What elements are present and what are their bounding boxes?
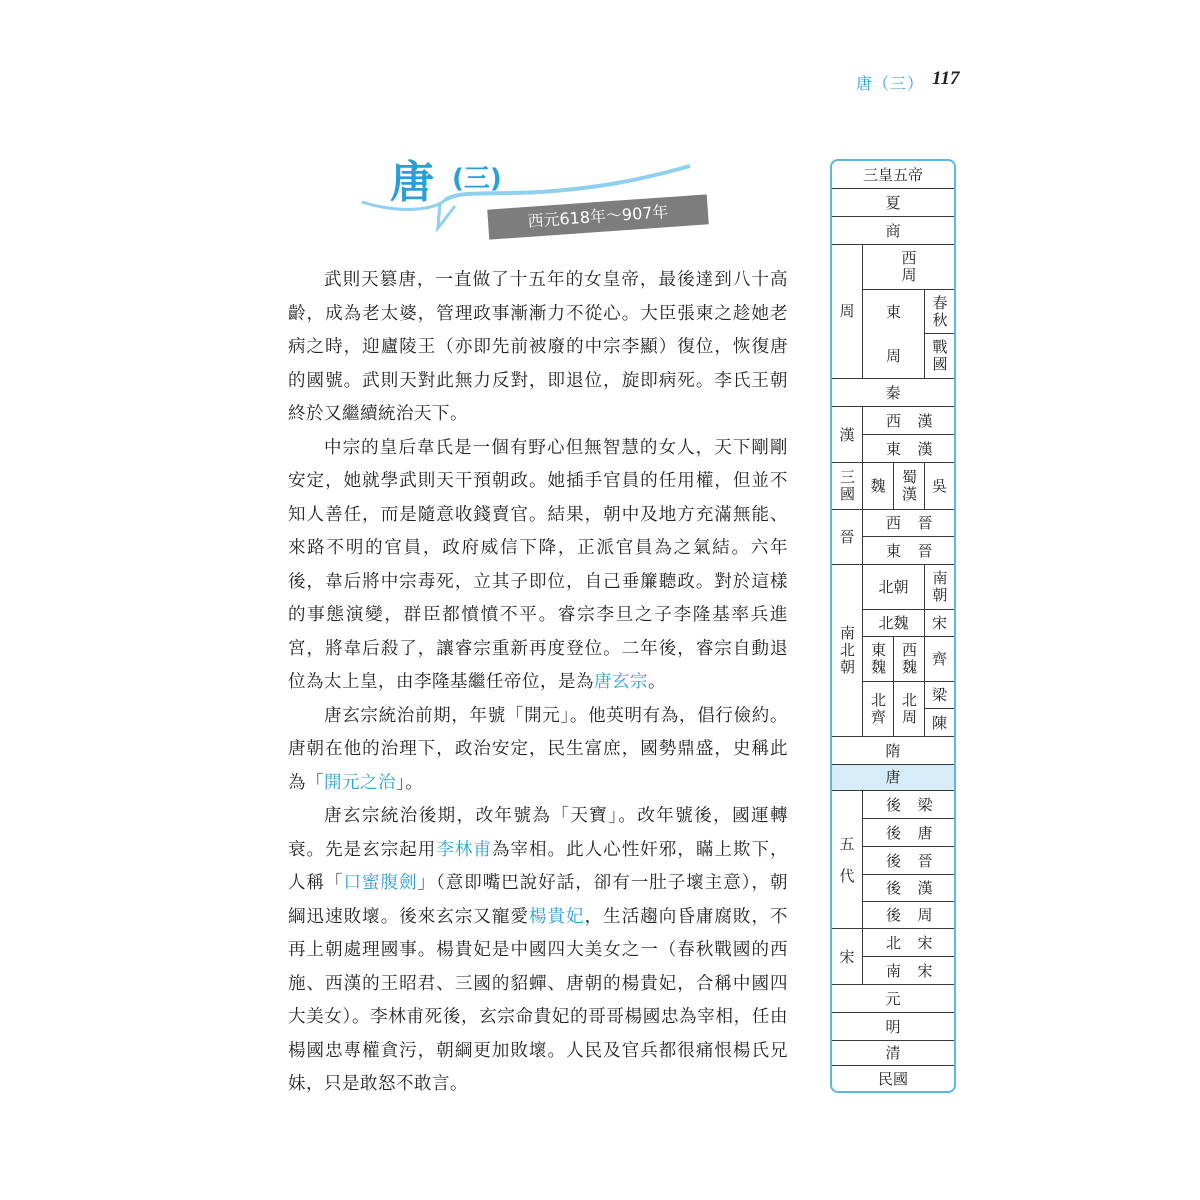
dynasty-beiqi: 北齊 (869, 692, 887, 726)
dynasty-minguo: 民國 (877, 1069, 908, 1088)
dynasty-qin: 秦 (885, 383, 901, 402)
dynasty-chunqiu: 春秋 (930, 294, 949, 329)
dynasty-hou-2: 後 (885, 823, 901, 842)
dynasty-dongzhou-2: 周 (885, 346, 901, 365)
paragraph-2 (288, 432, 788, 700)
dynasty-wei: 魏 (870, 477, 886, 495)
dynasty-beichao: 北朝 (878, 578, 909, 596)
chapter-title-block (340, 140, 720, 250)
dynasty-zhou: 周 (839, 302, 855, 320)
dynasty-sanhuang: 三皇五帝 (862, 165, 923, 184)
dynasty-nansong-1: 南 (885, 961, 901, 980)
highlighted-term: 口蜜腹劍 (343, 873, 418, 893)
dynasty-houhan: 漢 (917, 879, 933, 897)
dynasty-song-southern: 宋 (931, 614, 947, 632)
dynasty-song: 宋 (839, 947, 855, 966)
dynasty-xijin-1: 西 (885, 514, 901, 532)
dynasty-sui: 隋 (885, 741, 901, 760)
dynasty-qing: 清 (885, 1044, 901, 1062)
dynasty-dongzhou-1: 東 (885, 303, 901, 321)
dynasty-xizhou: 西周 (899, 250, 918, 284)
dynasty-ming: 明 (885, 1017, 901, 1036)
paragraph-1: 武則天篡唐，一直做了十五年的女皇帝，最後達到八十高齡，成為老太婆，管理政事漸漸力不從心。大臣張柬之趁她老病之時，迎廬陵王（亦即先前被廢的中宗李顯）復位，恢復唐的國號。武則天對此無力反對，即退位，旋即病死。李氏王朝終於又繼續統治天下。 (288, 270, 788, 424)
text: 。 (648, 672, 666, 692)
wudai-char-1: 五 (839, 834, 855, 853)
highlighted-term: 楊貴妃 (529, 906, 585, 927)
dynasty-dongjin-2: 晉 (917, 541, 933, 560)
text: 」（意即嘴巴說好話，卻有一肚子壞主意），朝綱迅速敗壞。後來玄宗又寵愛 (288, 873, 788, 927)
text: 唐玄宗統治後期，改年號為「天寶」。改年號後，國運轉衰。先是玄宗起用 (288, 806, 788, 860)
text: 」。 (396, 772, 424, 793)
dynasty-shuhan: 蜀漢 (900, 469, 918, 503)
paragraph-4 (288, 800, 788, 1102)
date-range-badge: 西元618年～907年 (487, 194, 709, 239)
highlighted-term: 李林甫 (436, 839, 492, 860)
body-text (288, 264, 788, 1102)
dynasty-nanbeichao: 南北朝 (838, 624, 856, 676)
dynasty-nanchao: 南朝 (930, 570, 949, 604)
dynasty-xiwei: 西魏 (900, 642, 918, 676)
text: 為宰相。此人心性奸邪，瞞上欺下，人稱「 (288, 839, 789, 893)
dynasty-liang: 梁 (931, 686, 947, 704)
paragraph-3 (288, 700, 788, 801)
dynasty-xihan-1: 西 (885, 411, 901, 430)
dynasty-hou-1: 後 (885, 795, 901, 814)
dynasty-yuan: 元 (885, 989, 901, 1008)
highlighted-term: 開元之治 (324, 772, 396, 793)
dynasty-chen: 陳 (931, 713, 947, 732)
dynasty-hou-4: 後 (885, 879, 901, 897)
dynasty-beisong-2: 宋 (917, 933, 933, 952)
highlighted-term: 唐玄宗 (594, 672, 648, 692)
text: ，生活趨向昏庸腐敗，不再上朝處理國事。楊貴妃是中國四大美女之一（春秋戰國的西施、西漢的王昭君、三國的貂蟬、唐朝的楊貴妃，合稱中國四大美女）。李林甫死後，玄宗命貴妃的哥哥楊國忠為宰相，任由楊國忠專權貪污，朝綱更加敗壞。人民及官兵都很痛恨楊氏兄妹，只是敢怒不敢言。 (288, 906, 789, 1094)
dynasty-xijin-2: 晉 (917, 514, 933, 532)
dynasty-wu: 吳 (931, 477, 947, 495)
page-number: 117 (932, 68, 960, 89)
dynasty-beiwei: 北魏 (878, 614, 909, 632)
chapter-subtitle: (三) (452, 164, 502, 194)
dynasty-sanguo: 三國 (838, 469, 856, 503)
dynasty-houjin: 晉 (917, 851, 933, 870)
dynasty-qi: 齊 (931, 650, 947, 668)
chapter-title: 唐 (390, 157, 436, 208)
dynasty-houtang: 唐 (917, 823, 933, 842)
dynasty-zhanguo: 戰國 (930, 338, 949, 373)
dynasty-donghan-1: 東 (885, 439, 901, 458)
dynasty-xihan-2: 漢 (917, 411, 933, 430)
dynasty-beizhou: 北周 (900, 692, 918, 726)
dynasty-dongjin-1: 東 (885, 541, 901, 560)
dynasty-xia: 夏 (885, 193, 901, 212)
dynasty-donghan-2: 漢 (917, 439, 933, 458)
dynasty-beisong-1: 北 (885, 933, 901, 952)
dynasty-hou-5: 後 (885, 906, 901, 924)
dynasty-dongwei: 東魏 (869, 642, 887, 676)
dynasty-wudai (832, 791, 862, 928)
dynasty-han: 漢 (839, 425, 855, 444)
running-header-title: 唐（三） (856, 74, 925, 93)
text: 中宗的皇后韋氏是一個有野心但無智慧的女人，天下剛剛安定，她就學武則天干預朝政。她插手官員的任用權，但並不知人善任，而是隨意收錢賣官。結果，朝中及地方充滿無能、來路不明的官員，政府威信下降，正派官員為之氣結。六年後，韋后將中宗毒死，立其子即位，自己垂簾聽政。對於這樣的事態演變，群臣都憤憤不平。睿宗李旦之子李隆基率兵進宮，將韋后殺了，讓睿宗重新再度登位。二年後，睿宗自動退位為太上皇，由李隆基繼任帝位，是為 (288, 437, 788, 692)
dynasty-timeline (830, 159, 956, 1093)
dynasty-jin: 晉 (839, 528, 855, 546)
dynasty-houzhou: 周 (917, 906, 933, 924)
dynasty-houliang: 梁 (917, 795, 933, 814)
dynasty-shang: 商 (885, 221, 901, 240)
dynasty-nansong-2: 宋 (917, 961, 933, 980)
text: 唐玄宗統治前期，年號「開元」。他英明有為，倡行儉約。唐朝在他的治理下，政治安定，民生富庶，國勢鼎盛，史稱此為「 (288, 705, 788, 793)
wudai-char-2: 代 (839, 866, 855, 885)
dynasty-tang: 唐 (885, 768, 901, 786)
dynasty-hou-3: 後 (885, 851, 901, 870)
running-header (850, 68, 970, 96)
